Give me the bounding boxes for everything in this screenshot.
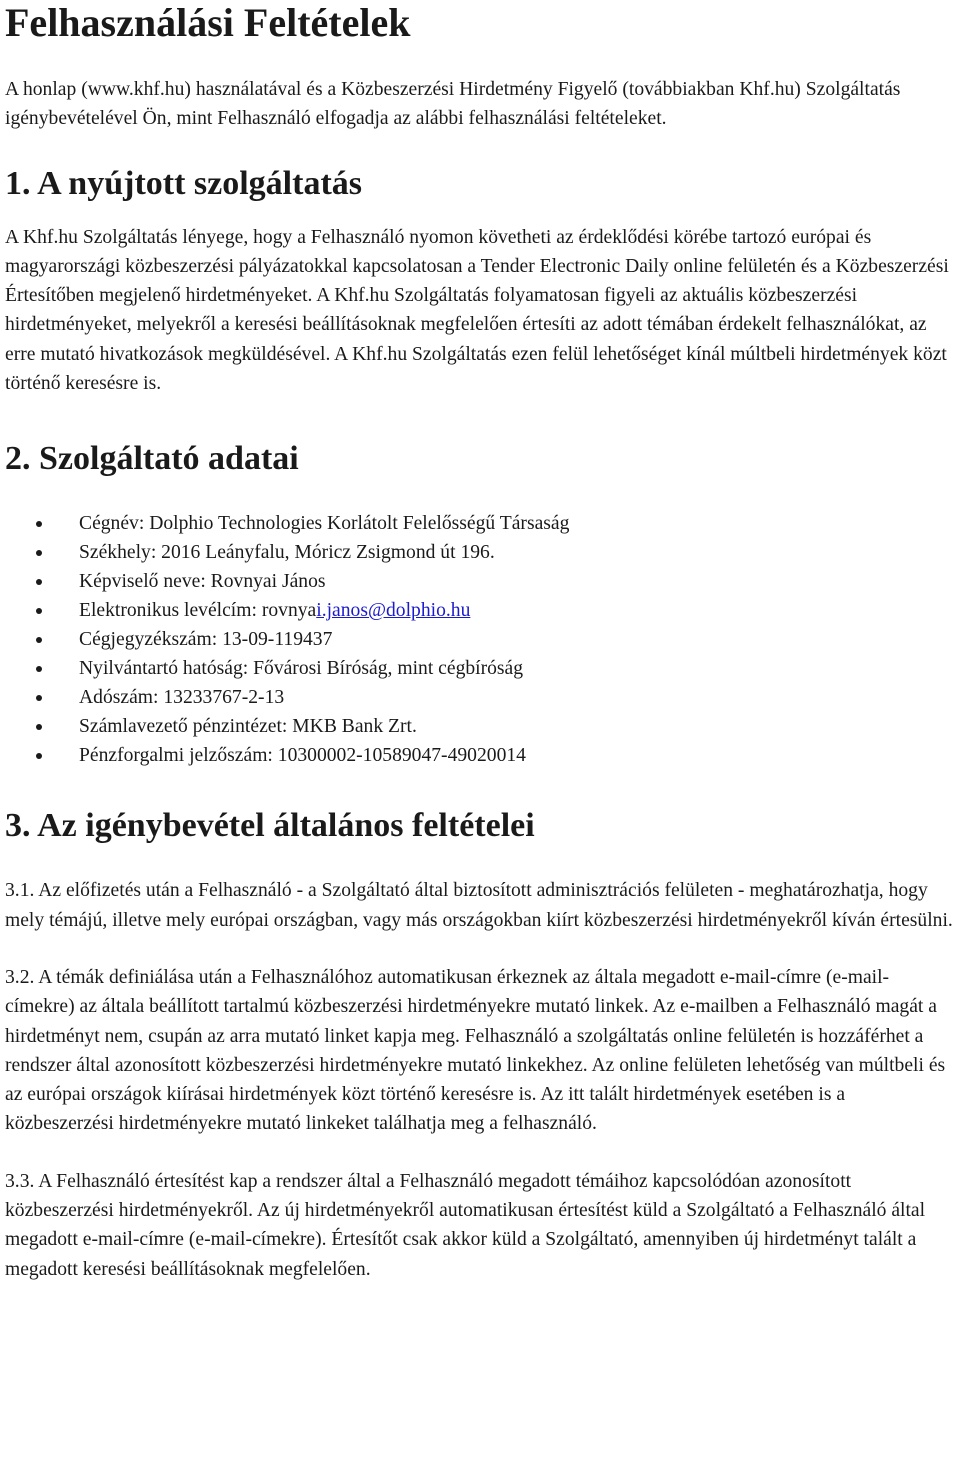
email-label: Elektronikus levélcím: rovnya: [79, 600, 317, 622]
list-item-registration-number: Cégjegyzékszám: 13-09-119437: [79, 625, 956, 654]
company-details-list: [5, 509, 956, 770]
section-3-heading: 3. Az igénybevétel általános feltételei: [5, 807, 535, 845]
section-1-paragraph: A Khf.hu Szolgáltatás lényege, hogy a Felhasználó nyomon követheti az érdeklődési körébe tartozó európai és magyarországi közbeszerzési pályázatokkal kapcsolatosan a Tender Electronic Daily online felületén és a Közbeszerzési Értesítőben megjelenő hirdetményeket. A Khf.hu Szolgáltatás folyamatosan figyeli az aktuális közbeszerzési hirdetményeket, melyekről a keresési beállításoknak megfelelően értesíti az adott témában érdekelt felhasználókat, az erre mutató hivatkozások megküldésével. A Khf.hu Szolgáltatás ezen felül lehetőséget kínál múltbeli hirdetmények közt történő keresésre is.: [5, 226, 949, 395]
list-item-account-number: Pénzforgalmi jelzőszám: 10300002-10589047-49020014: [79, 741, 956, 770]
section-2-heading: 2. Szolgáltató adatai: [5, 440, 299, 478]
intro-paragraph: A honlap (www.khf.hu) használatával és a Közbeszerzési Hirdetmény Figyelő (továbbiakban Khf.hu) Szolgáltatás igénybevételével Ön, mint Felhasználó elfogadja az alábbi felhasználási feltételeket.: [5, 79, 901, 130]
list-item-bank: Számlavezető pénzintézet: MKB Bank Zrt.: [79, 712, 956, 741]
page-title: Felhasználási Feltételek: [5, 0, 411, 45]
list-item-tax-number: Adószám: 13233767-2-13: [79, 683, 956, 712]
list-item-authority: Nyilvántartó hatóság: Fővárosi Bíróság, mint cégbíróság: [79, 654, 956, 683]
paragraph-3-3: 3.3. A Felhasználó értesítést kap a rendszer által a Felhasználó megadott témáihoz kapcsolódóan azonosított közbeszerzési hirdetményekről. Az új hirdetményekről automatikusan értesítést küld a Szolgáltató a Felhasználó által megadott e-mail-címre (e-mail-címekre). Értesítőt csak akkor küld a Szolgáltató, amennyiben új hirdetményt talált a megadott keresési beállításoknak megfelelően.: [5, 1170, 926, 1280]
paragraph-3-2: 3.2. A témák definiálása után a Felhasználóhoz automatikusan érkeznek az általa megadott e-mail-címre (e-mail-címekre) az általa beállított tartalmú közbeszerzési hirdetményekre mutató linkek. Az e-mailben a Felhasználó magát a hirdetményt nem, csupán az arra mutató linket kapja meg. Felhasználó a szolgáltatás online felületén is hozzáférhet a rendszer által azonosított közbeszerzési hirdetményekre mutató linkekhez. Az online felületen lehetőség van múltbeli és az európai országok kiírásai hirdetmények közt történő keresésre is. Az itt talált hirdetmények esetében is a közbeszerzési hirdetményekre mutató linkeket találhatja meg a felhasználó.: [5, 966, 946, 1135]
list-item-address: Székhely: 2016 Leányfalu, Móricz Zsigmond út 196.: [79, 538, 956, 567]
list-item-email: [79, 596, 956, 625]
paragraph-3-1: 3.1. Az előfizetés után a Felhasználó - a Szolgáltató által biztosított adminisztrációs felületen - meghatározhatja, hogy mely témájú, illetve mely európai országban, vagy más országokban kiírt közbeszerzési hirdetményekről kíván értesülni.: [5, 880, 953, 931]
email-link[interactable]: i.janos@dolphio.hu: [316, 600, 471, 622]
section-1-heading: 1. A nyújtott szolgáltatás: [5, 164, 362, 202]
list-item-company-name: Cégnév: Dolphio Technologies Korlátolt Felelősségű Társaság: [79, 509, 956, 538]
list-item-representative: Képviselő neve: Rovnyai János: [79, 567, 956, 596]
